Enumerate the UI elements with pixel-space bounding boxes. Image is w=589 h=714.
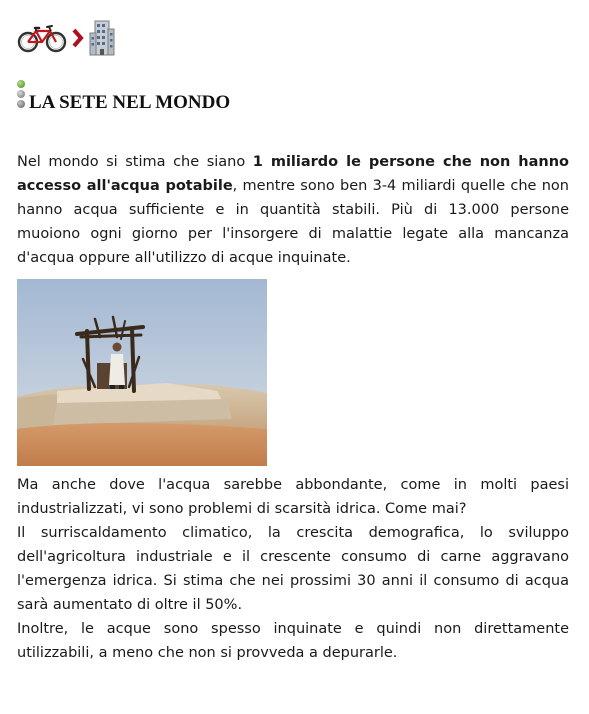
bicycle-icon[interactable] bbox=[17, 23, 67, 53]
page-title: LA SETE NEL MONDO bbox=[29, 92, 231, 113]
intro-paragraph: Nel mondo si stima che siano 1 miliardo le persone che non hanno accesso all'acqua potabile, mentre sono ben 3-4 miliardi quelle che non hanno acqua sufficiente e in quantità stabili. Più di 13.000 persone muoiono ogni giorno per l'insorgere di malattie legate alla mancanza d'acqua oppure all'utilizzo di acque inquinate. bbox=[17, 154, 570, 266]
body-line-1: Ma anche dove l'acqua sarebbe abbondante, come in molti paesi industrializzati, vi sono problemi di scarsità idrica. Come mai? bbox=[17, 477, 569, 517]
bullet-dots-icon bbox=[17, 80, 25, 108]
body-paragraph bbox=[17, 473, 569, 665]
body-line-3: Inoltre, le acque sono spesso inquinate e quindi non direttamente utilizzabili, a meno che non si provveda a depurarle. bbox=[17, 621, 569, 661]
highlight-text: 1 miliardo le persone che non hanno accesso all'acqua potabile bbox=[17, 154, 570, 194]
breadcrumb-nav bbox=[17, 18, 115, 58]
building-icon[interactable] bbox=[89, 19, 115, 57]
body-line-2: Il surriscaldamento climatico, la crescita demografica, lo sviluppo dell'agricoltura industriale e il crescente consumo di carne aggravano l'emergenza idrica. Si stima che nei prossimi 30 anni il consumo di acqua sarà aumentato di oltre il 50%. bbox=[17, 525, 569, 613]
chevron-right-icon bbox=[71, 27, 85, 49]
desert-well-photo bbox=[17, 279, 267, 466]
section-heading bbox=[17, 80, 230, 112]
